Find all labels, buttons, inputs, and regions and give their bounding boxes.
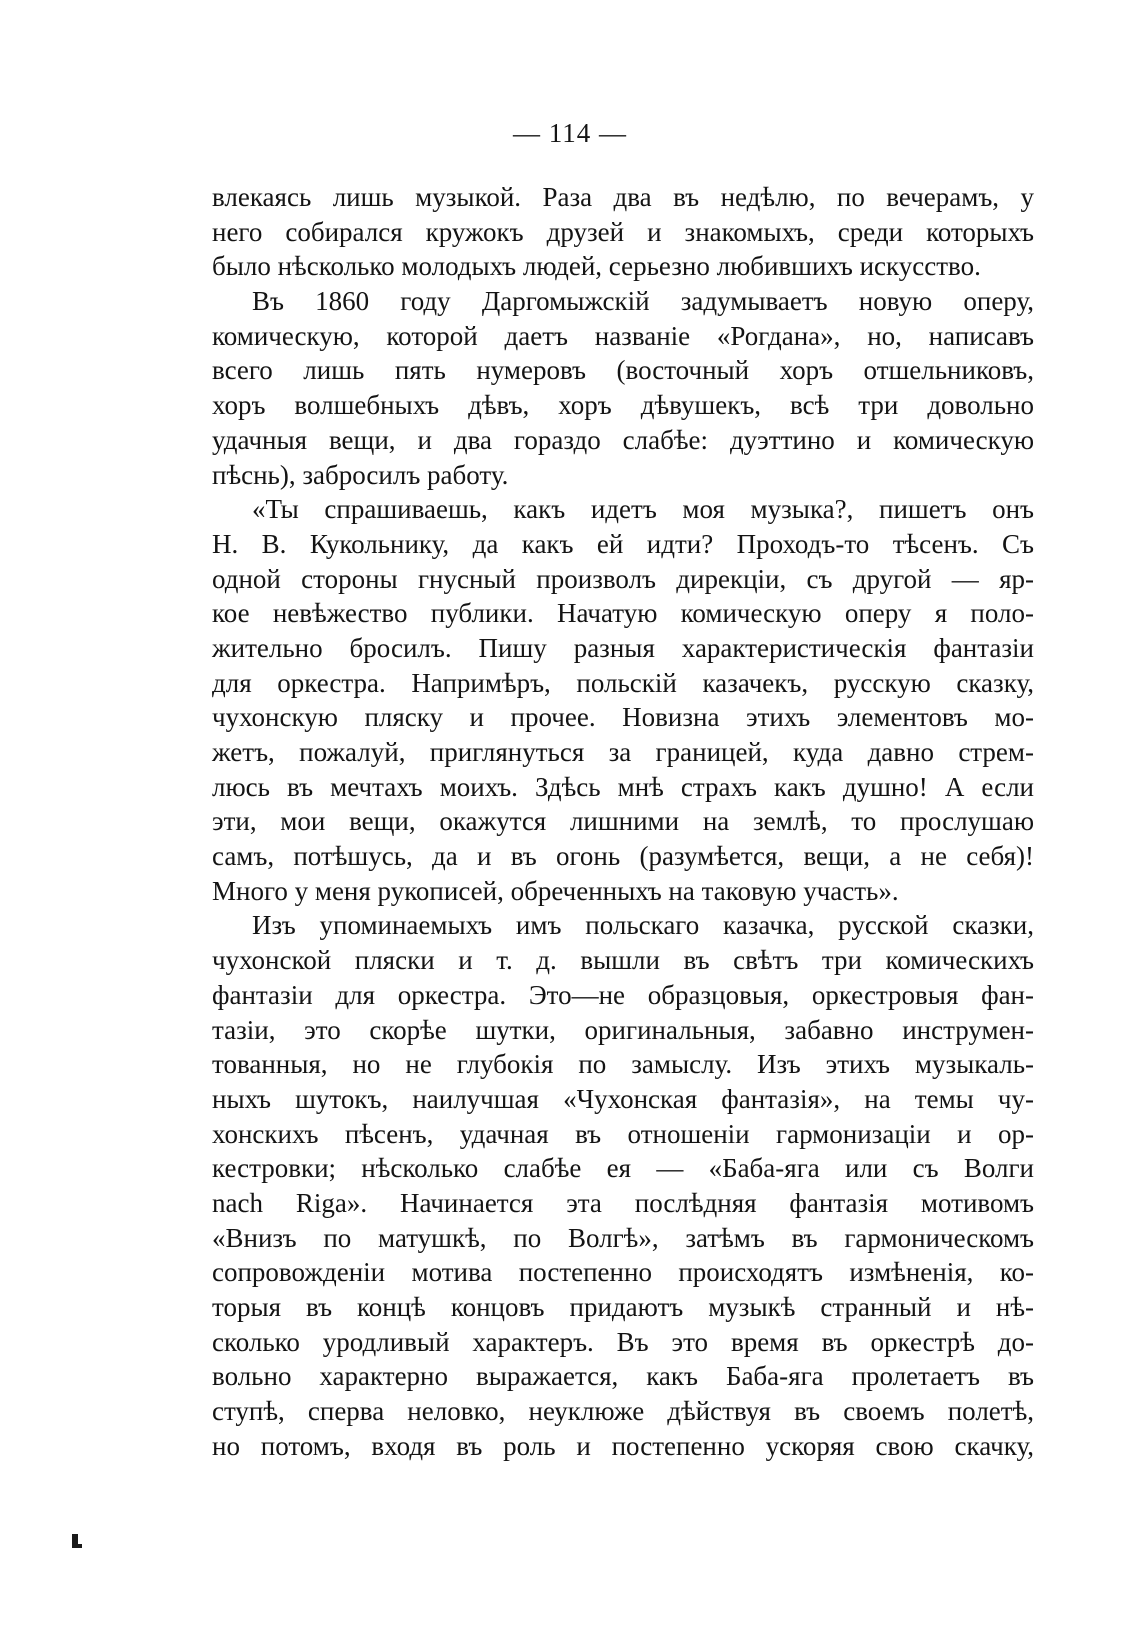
text-line: кестровки; нѣсколько слабѣе ея — «Баба-яга или съ Волги	[212, 1153, 1034, 1184]
text-line: чухонскую пляску и прочее. Новизна этихъ элементовъ мо-	[212, 702, 1034, 733]
text-line: nach Riga». Начинается эта послѣдняя фантазія мотивомъ	[212, 1187, 1034, 1218]
text-line: ступѣ, сперва неловко, неуклюже дѣйствуя въ своемъ полетѣ,	[212, 1396, 1034, 1427]
text-line: торыя въ концѣ концовъ придаютъ музыкѣ странный и нѣ-	[212, 1292, 1034, 1322]
text-line: но потомъ, входя въ роль и постепенно ускоряя свою скачку,	[212, 1430, 1034, 1461]
text-line: фантазіи для оркестра. Это—не образцовыя, оркестровыя фан-	[212, 979, 1034, 1010]
text-line: Много у меня рукописей, обреченныхъ на таковую участь».	[212, 875, 899, 906]
text-line: сколько уродливый характеръ. Въ это время въ оркестрѣ до-	[212, 1326, 1034, 1357]
text-line: было нѣсколько молодыхъ людей, серьезно любившихъ искусство.	[212, 251, 981, 282]
text-line: удачныя вещи, и два гораздо слабѣе: дуэттино и комическую	[212, 424, 1034, 455]
text-line: комическую, которой даетъ названіе «Рогдана», но, написавъ	[212, 320, 1034, 351]
text-line: одной стороны гнусный произволъ дирекціи, съ другой — яр-	[212, 563, 1034, 594]
text-line: жительно бросилъ. Пишу разныя характеристическія фантазіи	[212, 632, 1034, 663]
text-line: тованныя, но не глубокія по замыслу. Изъ этихъ музыкаль-	[212, 1049, 1034, 1080]
text-line: «Внизъ по матушкѣ, по Волгѣ», затѣмъ въ гармоническомъ	[212, 1222, 1034, 1253]
text-line: кое невѣжество публики. Начатую комическую оперу я поло-	[212, 598, 1034, 629]
text-line: пѣснь), забросилъ работу.	[212, 459, 509, 490]
text-line: хонскихъ пѣсенъ, удачная въ отношеніи гармонизаціи и ор-	[212, 1118, 1034, 1149]
text-line: вольно характерно выражается, какъ Баба-яга пролетаетъ въ	[212, 1361, 1034, 1392]
text-line: эти, мои вещи, окажутся лишними на землѣ, то прослушаю	[212, 806, 1034, 837]
text-line: всего лишь пять нумеровъ (восточный хоръ отшельниковъ,	[212, 355, 1034, 386]
text-line: ныхъ шутокъ, наилучшая «Чухонская фантазія», на темы чу-	[212, 1083, 1034, 1114]
text-line: «Ты спрашиваешь, какъ идетъ моя музыка?, пишетъ онъ	[252, 494, 1034, 525]
text-line: чухонской пляски и т. д. вышли въ свѣтъ три комическихъ	[212, 945, 1034, 976]
text-line: Изъ упоминаемыхъ имъ польскаго казачка, русской сказки,	[252, 910, 1034, 941]
text-line: тазіи, это скорѣе шутки, оригинальныя, забавно инструмен-	[212, 1014, 1034, 1045]
text-line: для оркестра. Напримѣръ, польскій казачекъ, русскую сказку,	[212, 667, 1034, 698]
text-line: люсь въ мечтахъ моихъ. Здѣсь мнѣ страхъ какъ душно! А если	[212, 771, 1034, 802]
text-line: него собирался кружокъ друзей и знакомыхъ, среди которыхъ	[212, 216, 1034, 247]
text-line: самъ, потѣшусь, да и въ огонь (разумѣется, вещи, а не себя)!	[212, 841, 1034, 872]
text-line: сопровожденіи мотива постепенно происходятъ измѣненія, ко-	[212, 1257, 1034, 1288]
text-line: хоръ волшебныхъ дѣвъ, хоръ дѣвушекъ, всѣ три довольно	[212, 390, 1034, 421]
text-line: Н. В. Кукольнику, да какъ ей идти? Проходъ-то тѣсенъ. Съ	[212, 528, 1034, 559]
body-text	[212, 180, 1034, 1463]
page-number: — 114 —	[513, 118, 627, 148]
text-line: жетъ, пожалуй, приглянуться за границей, куда давно стрем-	[212, 737, 1034, 767]
text-line: влекаясь лишь музыкой. Раза два въ недѣлю, по вечерамъ, у	[212, 182, 1034, 212]
text-line: Въ 1860 году Даргомыжскій задумываетъ новую оперу,	[252, 286, 1034, 317]
scan-mark	[72, 1534, 78, 1548]
